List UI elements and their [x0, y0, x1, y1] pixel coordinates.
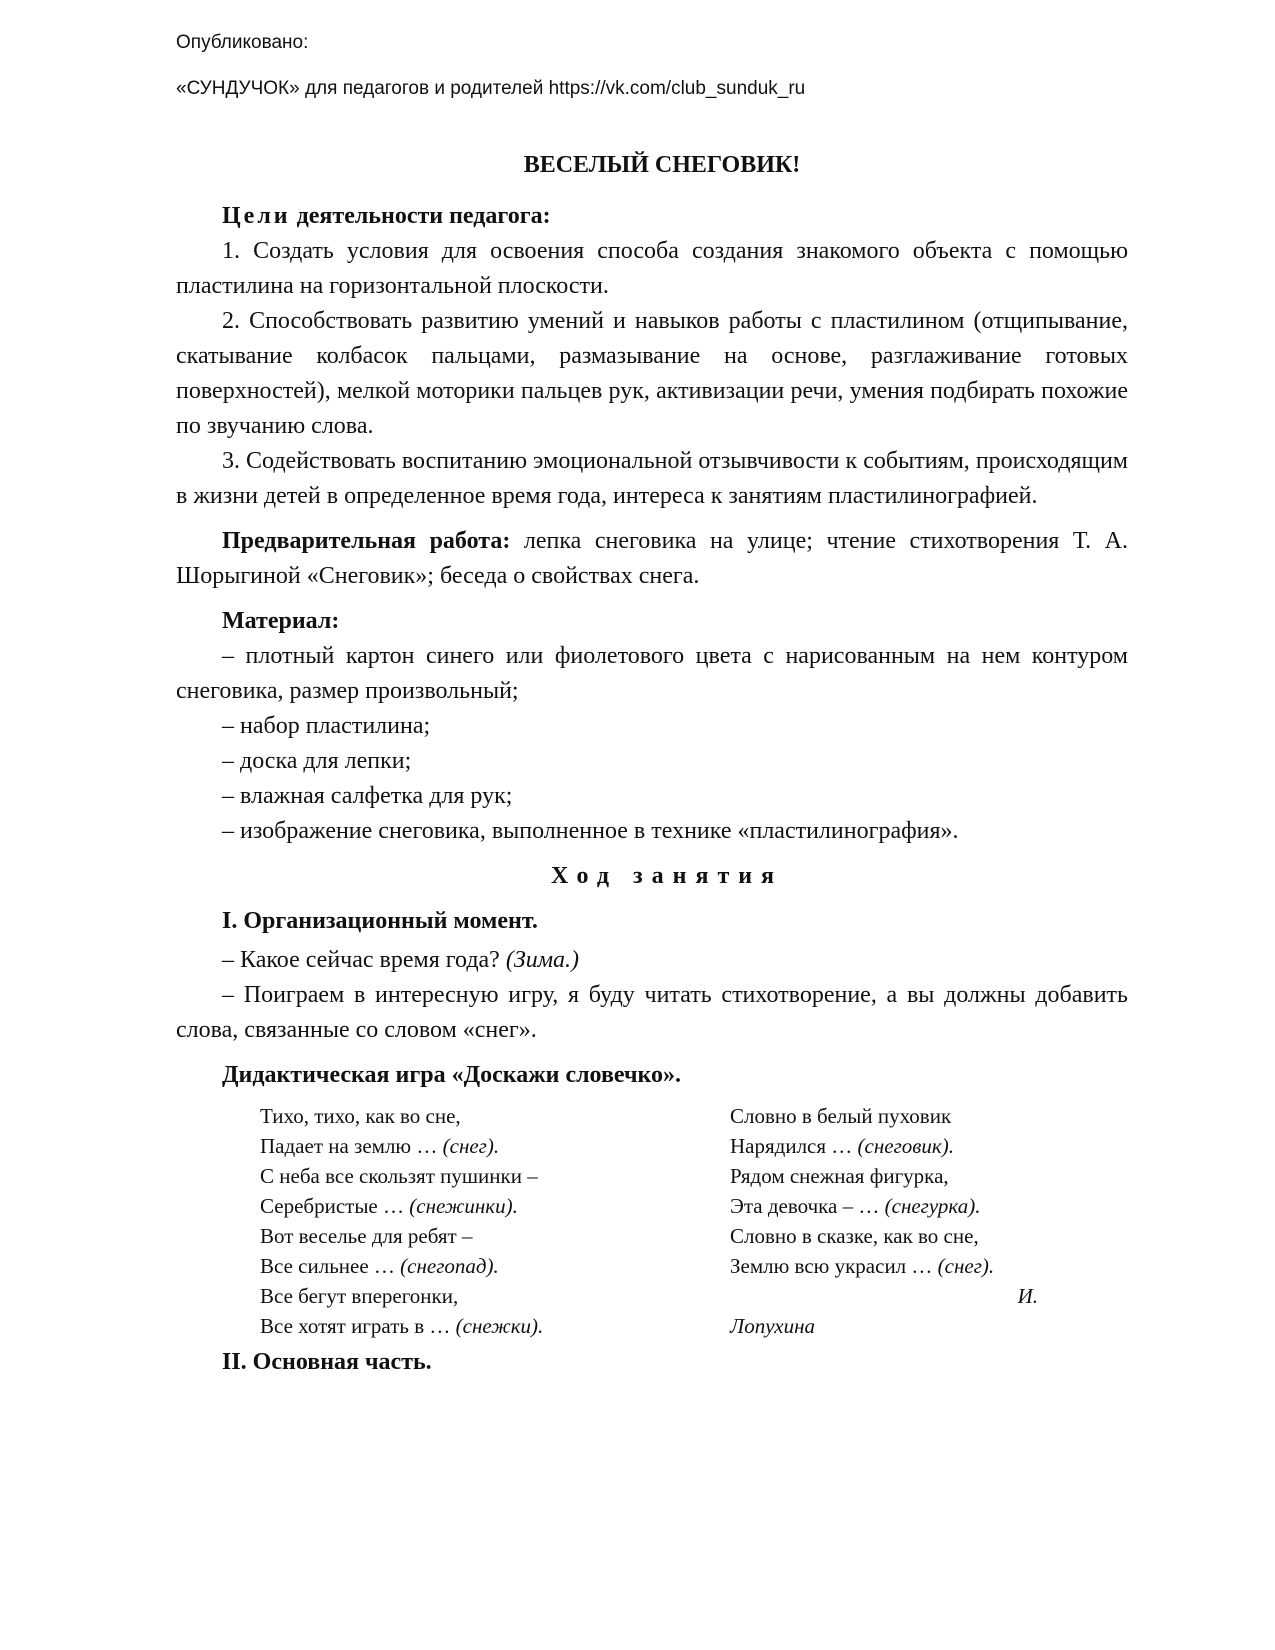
question-1-text: – Какое сейчас время года? [222, 947, 506, 973]
poem [176, 1101, 1128, 1341]
poem-line: Тихо, тихо, как во сне, [260, 1104, 461, 1128]
game-heading: Дидактическая игра «Доскажи словечко». [222, 1062, 682, 1088]
document-body [176, 148, 1128, 1380]
poem-line: С неба все скользят пушинки – [260, 1164, 538, 1188]
goal-item-3: 3. Содействовать воспитанию эмоциональной отзывчивости к событиям, происходящим в жизни детей в определенное время года, интереса к занятиям пластилинографией. [176, 448, 1128, 509]
lesson-heading: Ход занятия [550, 863, 784, 889]
material-heading: Материал: [222, 608, 340, 634]
poem-line: Все хотят играть в … (снежки). [260, 1314, 544, 1338]
poem-line: Все сильнее … (снегопад). [260, 1254, 499, 1278]
goal-item-2: 2. Способствовать развитию умений и навыков работы с пластилином (отщипывание, скатывание колбасок пальцами, размазывание на основе, разглаживание готовых поверхностей), мелкой моторики пальцев рук, активизации речи, умения подбирать похожие по звучанию слова. [176, 308, 1128, 439]
question-1-answer: (Зима.) [505, 947, 580, 973]
section1-heading: I. Организационный момент. [222, 908, 538, 934]
published-label: Опубликовано: [176, 32, 309, 53]
question-1 [176, 943, 1128, 978]
poem-left-column [176, 1101, 730, 1341]
poem-line: Эта девочка – … (снегурка). [730, 1194, 981, 1218]
poem-line: Землю всю украсил … (снег). [730, 1254, 995, 1278]
poem-line: Вот веселье для ребят – [260, 1224, 473, 1248]
document-title: ВЕСЕЛЫЙ СНЕГОВИК! [523, 152, 801, 178]
poem-line: Словно в сказке, как во сне, [730, 1224, 979, 1248]
goals-heading-rest: деятельности педагога: [290, 203, 551, 229]
poem-author-name: Лопухина [730, 1314, 816, 1338]
question-2: – Поиграем в интересную игру, я буду читать стихотворение, а вы должны добавить слова, связанные со словом «снег». [176, 982, 1128, 1043]
preliminary-work [176, 524, 1128, 594]
poem-line: Рядом снежная фигурка, [730, 1164, 949, 1188]
material-item-3: – доска для лепки; [222, 748, 412, 774]
poem-line: Серебристые … (снежинки). [260, 1194, 518, 1218]
goals-heading [176, 199, 1128, 234]
section2-heading: II. Основная часть. [222, 1349, 432, 1375]
material-item-4: – влажная салфетка для рук; [222, 783, 513, 809]
poem-right-column [730, 1101, 1060, 1341]
source-line: «СУНДУЧОК» для педагогов и родителей https://vk.com/club_sunduk_ru [176, 78, 806, 99]
poem-line: Нарядился … (снеговик). [730, 1134, 954, 1158]
poem-author-initial: И. [1017, 1284, 1038, 1308]
poem-line: Падает на землю … (снег). [260, 1134, 500, 1158]
poem-line: Все бегут вперегонки, [260, 1284, 459, 1308]
goal-item-1: 1. Создать условия для освоения способа создания знакомого объекта с помощью пластилина на горизонтальной плоскости. [176, 238, 1128, 299]
material-item-1: – плотный картон синего или фиолетового цвета с нарисованным на нем контуром снеговика, размер произвольный; [176, 643, 1128, 704]
material-item-2: – набор пластилина; [222, 713, 431, 739]
material-item-5: – изображение снеговика, выполненное в технике «пластилинография». [222, 818, 959, 844]
goals-heading-spaced: Цели [222, 203, 291, 229]
preliminary-label: Предварительная работа: [222, 528, 511, 554]
poem-line: Словно в белый пуховик [730, 1104, 952, 1128]
preliminary-text: лепка снеговика на улице; чтение стихотворения Т. А. Шорыгиной «Снеговик»; беседа о свойствах снега. [176, 528, 1129, 589]
